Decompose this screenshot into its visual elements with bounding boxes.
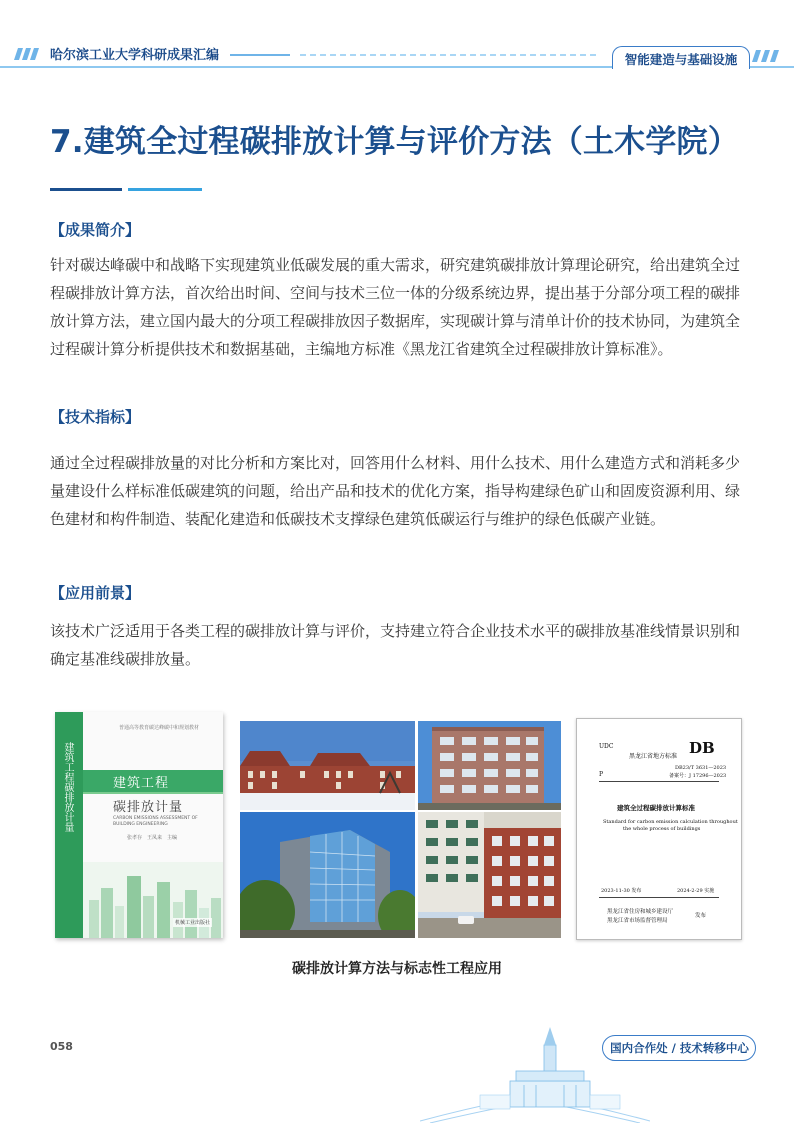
section-body-prospects: 该技术广泛适用于各类工程的碳排放计算与评价，支持建立符合企业技术水平的碳排放基准线情景识别和确定基准线碳排放量。: [50, 622, 741, 668]
photo-glass-building: [240, 812, 415, 938]
std-issuer-1: 黑龙江省住房和城乡建设厅: [607, 909, 674, 915]
section-body-indicators: 通过全过程碳排放量的对比分析和方案比对，回答用什么材料、用什么技术、用什么建造方式和消耗多少量建设什么样标准低碳建筑的问题，给出产品和技术的优化方案，指导构建绿色矿山和固废资源利用、绿色建材和构件制造、装配化建造和低碳技术支撑绿色建筑低碳运行与维护的绿色低碳产业链。: [50, 454, 741, 528]
section-heading-summary: 【成果简介】: [50, 221, 141, 239]
section-heading-prospects: 【应用前景】: [50, 584, 141, 602]
std-title-en-1: Standard for carbon emission calculation throughout: [603, 819, 738, 825]
std-rule-top: [599, 781, 719, 782]
title-underline-dark: [50, 188, 122, 191]
book-cover-image: [55, 712, 223, 938]
std-db-mark: DB: [689, 739, 715, 757]
book-series-text: 普通高等教育碳达峰碳中和规划教材: [119, 725, 200, 731]
header-rule: [230, 54, 290, 56]
page-title: 7.建筑全过程碳排放计算与评价方法（土木学院）: [50, 124, 739, 160]
std-implement-date: 2024-2-29 实施: [677, 888, 715, 894]
std-record-no: 备案号：J 17296—2023: [669, 773, 727, 779]
figure-caption: 碳排放计算方法与标志性工程应用: [292, 961, 502, 977]
title-underline-light: [128, 188, 202, 191]
header-dotted-rule: [300, 52, 600, 58]
std-release: 发布: [695, 913, 707, 919]
photo-housing-complex: [418, 812, 561, 938]
std-issue-date: 2023-11-30 发布: [601, 888, 642, 894]
book-title-line-1: 建筑工程: [113, 776, 170, 791]
book-publisher: 机械工业出版社: [175, 920, 211, 926]
std-title-en-2: the whole process of buildings: [623, 826, 701, 832]
std-rule-bottom: [599, 897, 719, 898]
std-issuer-2: 黑龙江省市场监督管理局: [607, 918, 668, 924]
footer-office-label: 国内合作处 / 技术转移中心: [610, 1041, 749, 1055]
std-p: P: [599, 771, 604, 778]
book-authors: 张孝存 王凤来 主编: [127, 835, 178, 841]
section-body-summary: 针对碳达峰碳中和战略下实现建筑业低碳发展的重大需求，研究建筑碳排放计算理论研究，给出建筑全过程碳排放计算方法，首次给出时间、空间与技术三位一体的分级系统边界，提出基于分部分项工程的碳排放计算方法，建立国内最大的分项工程碳排放因子数据库，实现碳计算与清单计价的技术协同，为建筑全过程碳计算分析提供技术和数据基础，主编地方标准《黑龙江省建筑全过程碳排放计算标准》。: [50, 256, 741, 358]
std-code: DB23/T 3631—2023: [675, 765, 727, 771]
book-title-line-2: 碳排放计量: [113, 800, 184, 815]
std-udc: UDC: [599, 743, 614, 750]
photo-residential-tower: [418, 721, 561, 810]
book-english-title: CARBON EMISSIONS ASSESSMENT OF BUILDING ENGINEERING: [113, 816, 198, 827]
header-tab-stripes-icon: [752, 50, 788, 62]
book-title-band-accent: [83, 792, 223, 794]
std-title-cn: 建筑全过程碳排放计算标准: [617, 804, 695, 812]
std-province-label: 黑龙江省地方标准: [629, 753, 678, 760]
header-stripes-icon: [14, 48, 44, 60]
photo-red-brick-campus: [240, 721, 415, 810]
book-spine-title: 建筑工程碳排放计量: [62, 742, 73, 832]
section-heading-indicators: 【技术指标】: [50, 408, 141, 426]
header-category-label: 智能建造与基础设施: [624, 52, 738, 67]
header-collection-title: 哈尔滨工业大学科研成果汇编: [50, 48, 220, 63]
page-number: 058: [50, 1040, 73, 1053]
standard-document-image: [576, 718, 742, 940]
